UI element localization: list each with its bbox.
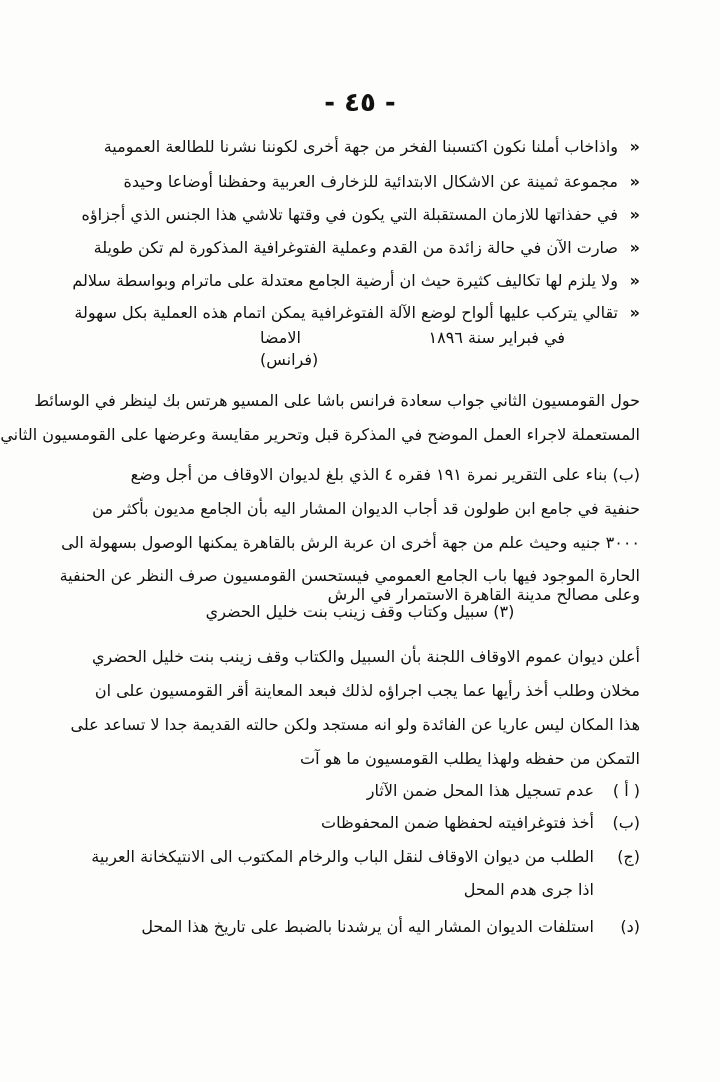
section-heading: (٣) سبيل وكتاب وقف زينب بنت خليل الحضري: [205, 602, 515, 621]
quoted-line: «في حفذاتها للازمان المستقبلة التي يكون في وقتها تلاشي هذا الجنس الذي أجزاؤه: [98, 198, 640, 232]
quoted-line: «مجموعة ثمينة عن الاشكال الابتدائية للزخارف العربية وحفظنا أوضاعا وحيدة: [98, 165, 640, 199]
item-label: (ج): [617, 847, 640, 866]
item-text: أخذ فتوغرافيته لحفظها ضمن المحفوظات: [321, 813, 594, 832]
item-text: استلفات الديوان المشار اليه أن يرشدنا بالضبط على تاريخ هذا المحل: [141, 917, 594, 936]
page-number: - ٤٥ -: [324, 88, 396, 118]
body-line: حنفية في جامع ابن طولون قد أجاب الديوان المشار اليه بأن الجامع مديون بأكثر من: [92, 499, 640, 518]
list-item: [98, 806, 640, 840]
body-line: وعلى مصالح مدينة القاهرة الاستمرار في الرش: [327, 585, 640, 604]
signature-role: الامضا: [260, 328, 301, 347]
item-label: (ب): [612, 813, 640, 832]
signature-name: (فرانس): [260, 350, 319, 369]
item-label: (د): [620, 917, 640, 936]
item-text: اذا جرى هدم المحل: [463, 880, 594, 899]
signature-date: في فبراير سنة ١٨٩٦: [428, 328, 565, 347]
quoted-line: «ولا يلزم لها تكاليف كثيرة حيث ان أرضية الجامع معتدلة على ماترام وبواسطة سلالم: [98, 264, 640, 298]
list-item: [98, 774, 640, 808]
quote-mark: «: [629, 271, 640, 290]
body-line: المستعملة لاجراء العمل الموضح في المذكرة قبل وتحرير مقايسة وعرضها على القومسيون الثاني: [0, 425, 640, 444]
section-line: أعلن ديوان عموم الاوقاف اللجنة بأن السبيل والكتاب وقف زينب بنت خليل الحضري: [91, 647, 640, 666]
quote-mark: «: [629, 137, 640, 156]
item-text: عدم تسجيل هذا المحل ضمن الآثار: [366, 781, 594, 800]
body-line: ٣٠٠٠ جنيه وحيث علم من جهة أخرى ان عربة الرش بالقاهرة يمكنها الوصول بسهولة الى: [61, 533, 640, 552]
section-line: هذا المكان ليس عاريا عن الفائدة ولو انه مستجد ولكن حالته القديمة جدا لا تساعد على: [70, 715, 640, 734]
list-item: [98, 873, 640, 907]
quoted-line: «تقالي يتركب عليها ألواح لوضع الآلة الفتوغرافية يمكن اتمام هذه العملية بكل سهولة: [98, 296, 640, 330]
quote-mark: «: [629, 238, 640, 257]
body-line: (ب) بناء على التقرير نمرة ١٩١ فقره ٤ الذي بلغ لديوان الاوقاف من أجل وضع: [130, 465, 640, 484]
quote-mark: «: [629, 205, 640, 224]
quoted-line: «واذاخاب أملنا نكون اكتسبنا الفخر من جهة أخرى لكوننا نشرنا للطالعة العمومية: [98, 130, 640, 164]
item-text: الطلب من ديوان الاوقاف لنقل الباب والرخام المكتوب الى الانتيكخانة العربية: [91, 847, 594, 866]
section-line: مخلان وطلب أخذ رأيها عما يجب اجراؤه لذلك فبعد المعاينة أقر القومسيون على ان: [94, 681, 640, 700]
body-line: الحارة الموجود فيها باب الجامع العمومي فيستحسن القومسيون صرف النظر عن الحنفية: [59, 566, 640, 585]
body-line: حول القومسيون الثاني جواب سعادة فرانس باشا على المسيو هرتس بك لينظر في الوسائط: [34, 391, 640, 410]
section-line: التمكن من حفظه ولهذا يطلب القومسيون ما هو آت: [300, 749, 640, 768]
list-item: [91, 840, 640, 874]
quoted-line: «صارت الآن في حالة زائدة من القدم وعملية الفتوغرافية المذكورة لم تكن طويلة: [98, 231, 640, 265]
item-label: ( أ ): [612, 781, 640, 800]
quote-mark: «: [629, 303, 640, 322]
quote-mark: «: [629, 172, 640, 191]
list-item: [98, 910, 640, 944]
